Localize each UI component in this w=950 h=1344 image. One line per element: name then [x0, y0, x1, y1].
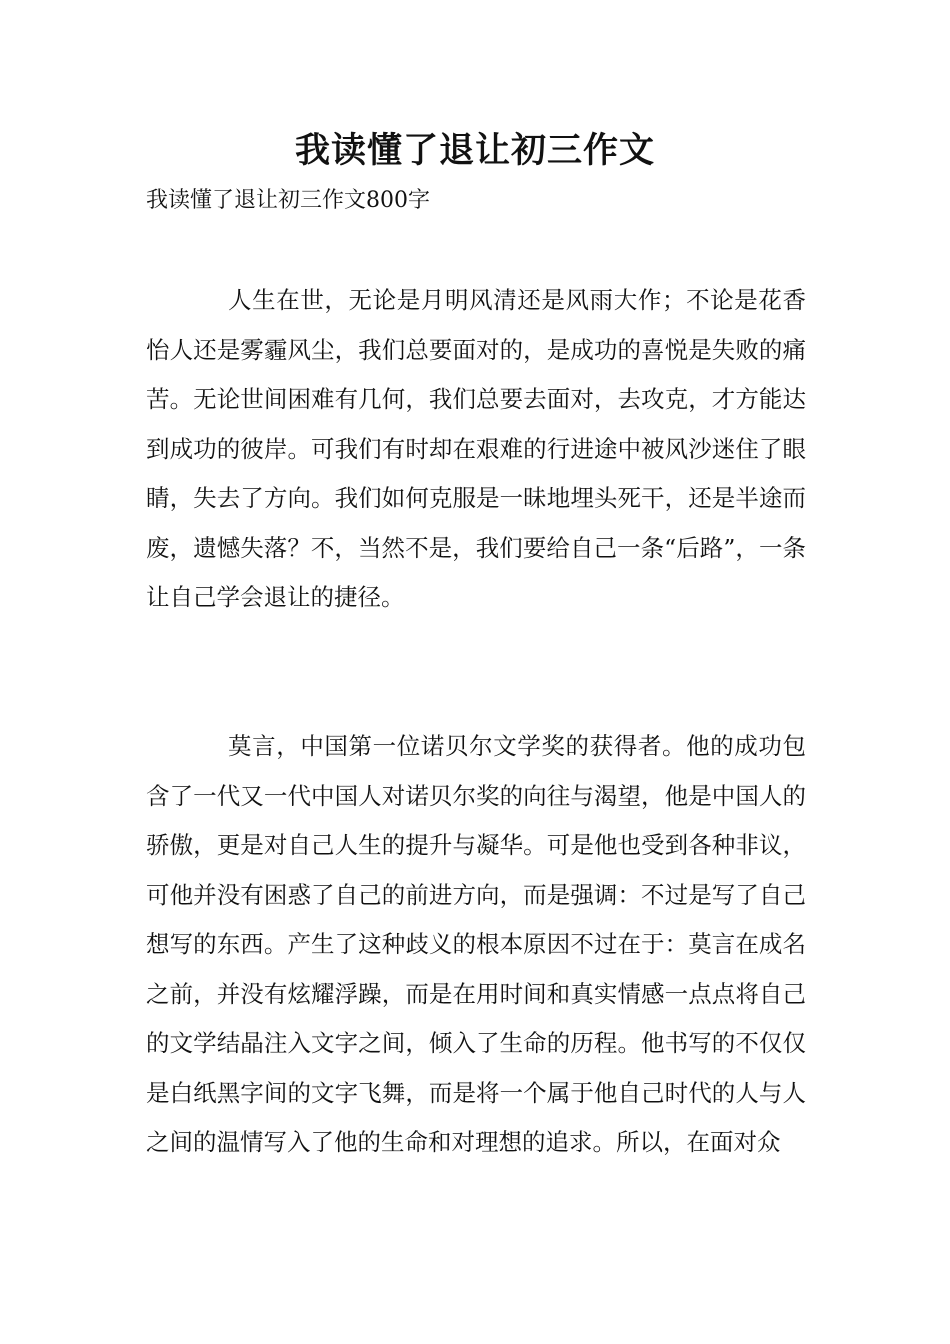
page-title: 我读懂了退让初三作文 — [294, 130, 655, 171]
body-paragraph-2: 莫言，中国第一位诺贝尔文学奖的获得者。他的成功包含了一代又一代中国人对诺贝尔奖的向往与渴望，他是中国人的骄傲，更是对自己人生的提升与凝华。可是他也受到各种非议，可他并没有困惑了自己的前进方向，而是强调：不过是写了自己想写的东西。产生了这种歧义的根本原因不过在于：莫言在成名之前，并没有炫耀浮躁，而是在用时间和真实情感一点点将自己的文学结晶注入文字之间，倾入了生命的历程。他书写的不仅仅是白纸黑字间的文字飞舞，而是将一个属于他自己时代的人与人之间的温情写入了他的生命和对理想的追求。所以，在面对众 — [146, 732, 806, 1156]
body-paragraph-1: 人生在世，无论是月明风清还是风雨大作；不论是花香怡人还是雾霾风尘，我们总要面对的，是成功的喜悦是失败的痛苦。无论世间困难有几何，我们总要去面对，去攻克，才方能达到成功的彼岸。可我们有时却在艰难的行进途中被风沙迷住了眼睛，失去了方向。我们如何克服是一昧地埋头死干，还是半途而废，遗憾失落？不，当然不是，我们要给自己一条“后路”，一条让自己学会退让的捷径。 — [146, 286, 806, 611]
page-subtitle: 我读懂了退让初三作文800字 — [146, 188, 430, 213]
